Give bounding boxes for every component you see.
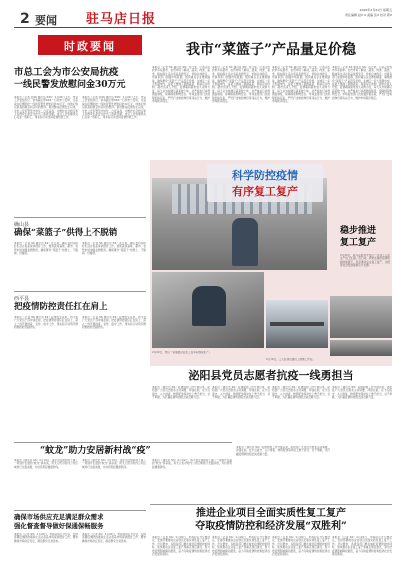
article-6-body-col1: 本报讯（通讯员 XX）疫情防控工作开展以来，泌阳县广大党员志愿者主动请缨、冲锋在前，在卡点值守、入户排查、物资配送等岗位上勇于担当、甘于奉献，为打赢疫情防控阻击战贡献力量。 [152,386,210,400]
article-6-body-col4: 本报讯（通讯员 XX）疫情防控工作开展以来，泌阳县广大党员志愿者主动请缨、冲锋在前，在卡点值守、入户排查、物资配送等岗位上勇于担当、甘于奉献，为打赢疫情防控阻击战贡献力量。 [332,386,392,400]
bridge-structure [270,322,324,326]
article-6-body-col5: 本报讯（通讯员 XX）疫情防控工作开展以来，泌阳县广大党员志愿者主动请缨、冲锋在前，在卡点值守、入户排查、物资配送等岗位上勇于担当、甘于奉献，为打赢疫情防控阻击战贡献力量。 [236,446,330,456]
paper-logo: 驻马店日报 [86,12,157,27]
article-3-body-col1: 本报讯（记者 XX 通讯员 XX）疫情发生以来，西平县广大党员干部冲锋在前，把疫情防控责任扛在肩上，深入一线开展排查、宣传、值守工作，用实际行动筑牢群防群控的坚固防线。 [14,316,78,330]
issue-meta-date: 2020年2月21日 星期五 [359,8,392,12]
article-3-kicker: 西平县 [14,296,30,302]
badge-line1: 科学防控疫情 [232,169,298,182]
main-article-body-col2: 本报讯（记者 XX 通讯员 XX）连日来，记者走访我市多家超市、农贸市场了解到，蔬菜、肉类、蛋类、粮油等生活必需品货源充足，价格总体稳定。市商务部门加强市场监测，组织重点企业增加储备，确保群众“菜篮子”产品量足价稳。在城区一家大型超市内，货架上摆满了新鲜蔬菜，顾客有序选购。超市负责人介绍，疫情期间超市加大采购力度，每天从外地调运蔬菜数十吨，并严格执行消毒测温制度，保障顾客购物安全。市场监管部门也加强价格巡查，严厉打击哄抬物价等违法行为，维护市场秩序稳定。 [212,66,270,104]
photo-caption-right: 2月19日，工人在项目建设工地施工作业。 [266,358,316,361]
article-2-title: 确保“菜篮子”供得上不脱销 [14,228,118,238]
article-2-body-col1: 本报讯（记者 XX 通讯员 XX）连日来，确山县切实抓好生活必需品保供稳价工作，组织蔬菜基地、超市、农贸市场加强货源组织，确保群众“菜篮子”供得上、不脱销、价格稳。 [14,242,78,256]
article-7-body-col1: 本报讯（记者 XX）2月20日，市政府召开专题会议，安排部署推进企业项目全面实质性复工复产工作。会议要求，各级各部门要在做好疫情防控的同时，加快推动企业复工复产和重点项目建设，努力把疫情影响降到最低，奋力夺取疫情防控和经济社会发展双胜利。 [152,536,210,557]
sewing-photo [152,272,264,348]
article-7-title-line2: 夺取疫情防控和经济发展“双胜利” [195,521,347,532]
main-article-body-col3: 本报讯（记者 XX 通讯员 XX）连日来，记者走访我市多家超市、农贸市场了解到，蔬菜、肉类、蛋类、粮油等生活必需品货源充足，价格总体稳定。市商务部门加强市场监测，组织重点企业增加储备，确保群众“菜篮子”产品量足价稳。在城区一家大型超市内，货架上摆满了新鲜蔬菜，顾客有序选购。超市负责人介绍，疫情期间超市加大采购力度，每天从外地调运蔬菜数十吨，并严格执行消毒测温制度，保障顾客购物安全。市场监管部门也加强价格巡查，严厉打击哄抬物价等违法行为，维护市场秩序稳定。 [272,66,330,104]
article-5-title-line1: 确保市场供应充足满足群众需求 [14,513,104,521]
divider [14,510,146,511]
photo-badge [207,164,323,202]
article-2-kicker: 确山县 [14,222,30,228]
article-7-body-col4: 本报讯（记者 XX）2月20日，市政府召开专题会议，安排部署推进企业项目全面实质性复工复产工作。会议要求，各级各部门要在做好疫情防控的同时，加快推动企业复工复产和重点项目建设，努力把疫情影响降到最低，奋力夺取疫情防控和经济社会发展双胜利。 [332,536,392,557]
article-5-title-line2: 强化督查督导做好保通保畅服务 [14,522,104,530]
banner-label: 时政要闻 [64,40,116,53]
main-article-body-col1: 本报讯（记者 XX 通讯员 XX）连日来，记者走访我市多家超市、农贸市场了解到，蔬菜、肉类、蛋类、粮油等生活必需品货源充足，价格总体稳定。市商务部门加强市场监测，组织重点企业增加储备，确保群众“菜篮子”产品量足价稳。在城区一家大型超市内，货架上摆满了新鲜蔬菜，顾客有序选购。超市负责人介绍，疫情期间超市加大采购力度，每天从外地调运蔬菜数十吨，并严格执行消毒测温制度，保障顾客购物安全。市场监管部门也加强价格巡查，严厉打击哄抬物价等违法行为，维护市场秩序稳定。 [152,66,210,104]
workshop-photo [330,296,392,338]
article-3-title: 把疫情防控责任扛在肩上 [14,302,108,312]
main-article-title: 我市“菜篮子”产品量足价稳 [185,42,357,58]
article-4-title: “蚊龙”助力安居新村战“疫” [40,446,151,456]
divider [14,291,146,292]
worker-figure [232,218,258,266]
article-1-body-col1: 本报讯（记者 张XX 通讯员 XXX）2月20日上午，市总工会党组书记、常务副主席XXX一行到市公安局，为奋战在疫情防控一线的民警发放慰问金30万元，向他们致以崇高的敬意和亲切的慰问。新冠肺炎疫情发生以来，全市公安民警坚守岗位、日夜奋战，为维护社会稳定和人民群众生命安全作出了积极贡献。市总工会将继续关心关爱一线职工，用实际行动支持疫情防控工作。 [14,96,78,120]
section-name: 要闻 [35,14,57,27]
article-7-body-col3: 本报讯（记者 XX）2月20日，市政府召开专题会议，安排部署推进企业项目全面实质性复工复产工作。会议要求，各级各部门要在做好疫情防控的同时，加快推动企业复工复产和重点项目建设，努力把疫情影响降到最低，奋力夺取疫情防控和经济社会发展双胜利。 [272,536,330,557]
article-1-title-line1: 市总工会为市公安局抗疫 [14,67,119,78]
page-number: 2 [20,11,30,27]
article-2-body-col2: 本报讯（记者 XX 通讯员 XX）连日来，确山县切实抓好生活必需品保供稳价工作，组织蔬菜基地、超市、农贸市场加强货源组织，确保群众“菜篮子”供得上、不脱销、价格稳。 [82,242,146,256]
article-7-title-line1: 推进企业项目全面实质性复工复产 [196,508,346,519]
photo-side-caption: 2月20日，驻马店经济开发区一企业工人在生产线上忙碌。连日来，我市在做好疫情防控的前提下，有序推动企业复工复产，为经济社会发展提供有力支撑。 [340,254,390,268]
badge-line2: 有序复工复产 [232,185,298,198]
article-6-body-col3: 本报讯（通讯员 XX）疫情防控工作开展以来，泌阳县广大党员志愿者主动请缨、冲锋在前，在卡点值守、入户排查、物资配送等岗位上勇于担当、甘于奉献，为打赢疫情防控阻击战贡献力量。 [272,386,330,400]
article-5-body-col2: 本报讯（记者 XX）2月20日，市商务局召开会议，安排部署疫情防控期间生活必需品市场保供稳价工作，要求确保市场供应充足，满足群众日常需求。 [82,533,146,543]
article-6-body-col2: 本报讯（通讯员 XX）疫情防控工作开展以来，泌阳县广大党员志愿者主动请缨、冲锋在前，在卡点值守、入户排查、物资配送等岗位上勇于担当、甘于奉献，为打赢疫情防控阻击战贡献力量。 [212,386,270,400]
article-7-body-col2: 本报讯（记者 XX）2月20日，市政府召开专题会议，安排部署推进企业项目全面实质性复工复产工作。会议要求，各级各部门要在做好疫情防控的同时，加快推动企业复工复产和重点项目建设，努力把疫情影响降到最低，奋力夺取疫情防控和经济社会发展双胜利。 [212,536,270,557]
article-1-title-line2: 一线民警发放慰问金30万元 [14,80,126,90]
photo-side-title-line1: 稳步推进 [340,226,377,236]
construction-photo [266,300,328,348]
divider [14,217,146,218]
article-5-body-col1: 本报讯（记者 XX）2月20日，市商务局召开会议，安排部署疫情防控期间生活必需品市场保供稳价工作，要求确保市场供应充足，满足群众日常需求。 [14,533,78,543]
photo-side-title-line2: 复工复产 [340,238,377,248]
photo-caption-left: 2月20日，市区一家服装企业员工在车间加紧生产。 [152,351,212,354]
divider [14,442,232,443]
article-4-body-col2: 本报讯（通讯员 XX）2月19日，遂平县安居新村上演了一场别开生面的“蚊龙”消杀战，用无人机对村内公共区域进行全面消毒，为村民筑起健康防线。 [82,459,146,469]
article-4-body-col1: 本报讯（通讯员 XX）2月19日，遂平县安居新村上演了一场别开生面的“蚊龙”消杀战，用无人机对村内公共区域进行全面消毒，为村民筑起健康防线。 [14,459,78,469]
main-article-body-col4: 本报讯（记者 XX 通讯员 XX）连日来，记者走访我市多家超市、农贸市场了解到，蔬菜、肉类、蛋类、粮油等生活必需品货源充足，价格总体稳定。市商务部门加强市场监测，组织重点企业增加储备，确保群众“菜篮子”产品量足价稳。在城区一家大型超市内，货架上摆满了新鲜蔬菜，顾客有序选购。超市负责人介绍，疫情期间超市加大采购力度，每天从外地调运蔬菜数十吨，并严格执行消毒测温制度，保障顾客购物安全。市场监管部门也加强价格巡查，严厉打击哄抬物价等违法行为，维护市场秩序稳定。 [332,66,392,100]
worker-figure [192,286,226,326]
article-1-body-col2: 本报讯（记者 张XX 通讯员 XXX）2月20日上午，市总工会党组书记、常务副主席XXX一行到市公安局，为奋战在疫情防控一线的民警发放慰问金30万元，向他们致以崇高的敬意和亲切的慰问。新冠肺炎疫情发生以来，全市公安民警坚守岗位、日夜奋战，为维护社会稳定和人民群众生命安全作出了积极贡献。市总工会将继续关心关爱一线职工，用实际行动支持疫情防控工作。 [82,96,146,120]
divider [150,504,392,505]
article-3-body-col2: 本报讯（记者 XX 通讯员 XX）疫情发生以来，西平县广大党员干部冲锋在前，把疫情防控责任扛在肩上，深入一线开展排查、宣传、值守工作，用实际行动筑牢群防群控的坚固防线。 [82,316,146,330]
article-6-title: 泌阳县党员志愿者抗疫一线勇担当 [188,369,354,382]
masthead-rule [14,27,392,28]
masthead [0,0,402,28]
issue-meta-editors: 责任编辑 赵X X 美编 张X 校对 郭X [345,13,392,17]
section-banner [38,35,142,55]
article-4-body-col3: 本报讯（通讯员 XX）2月19日，遂平县安居新村上演了一场别开生面的“蚊龙”消杀战，用无人机对村内公共区域进行全面消毒，为村民筑起健康防线。 [152,459,232,469]
site-photo [330,340,392,356]
